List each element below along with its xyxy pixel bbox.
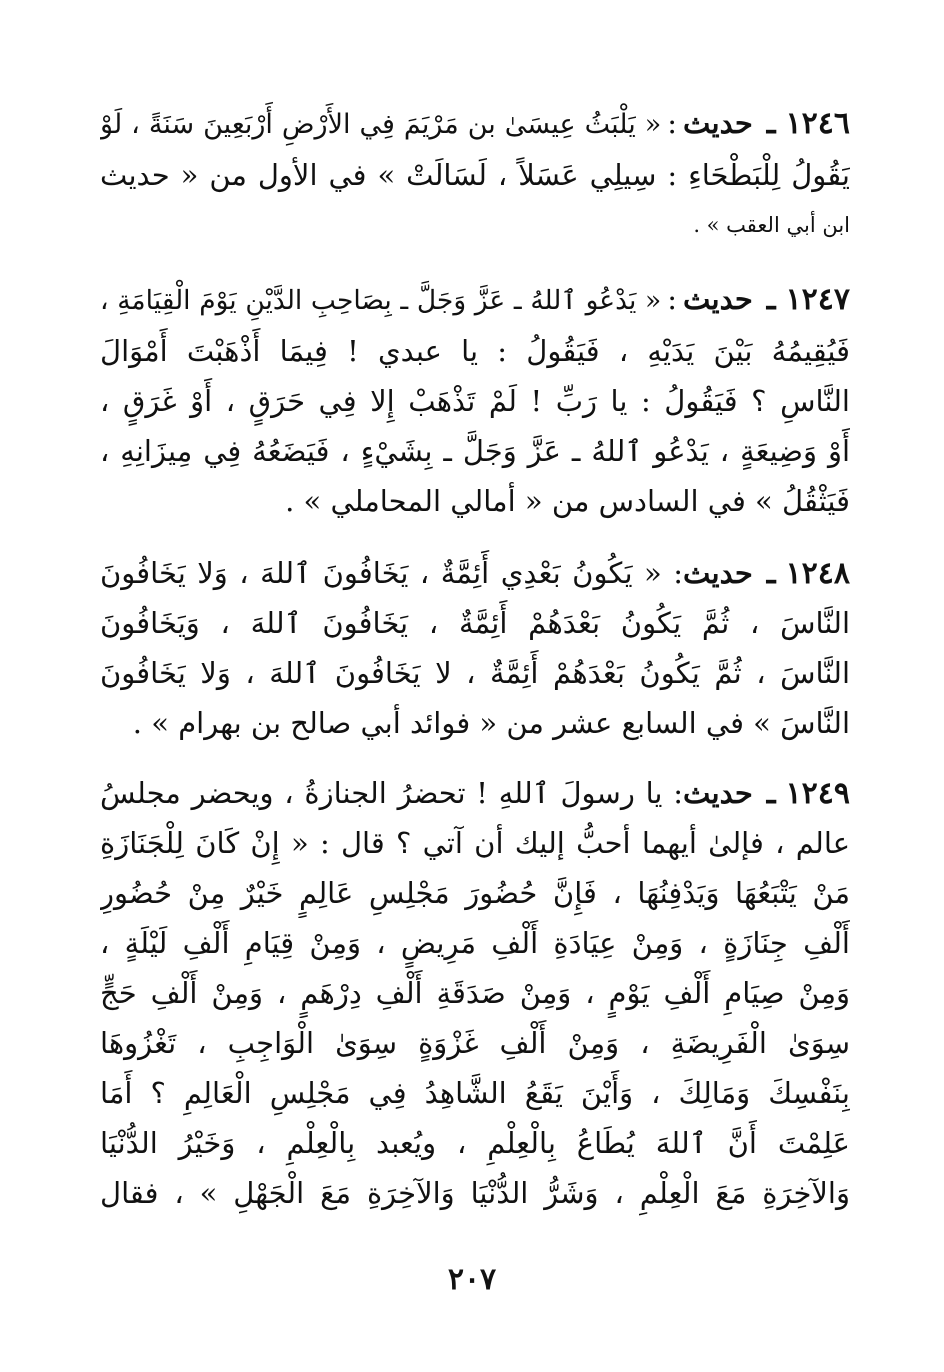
hadith-entry-1246 — [100, 100, 850, 250]
entry-heading — [100, 100, 850, 150]
entry-text-line: أَوْ وَضِيعَةٍ ، يَدْعُو ٱللهُ ـ عَزَّ وَجَلَّ ـ بِشَيْءٍ ، فَيَضَعُهُ فِي مِيزَانِهِ ، — [100, 434, 850, 468]
entry-text-line: وَالآخِرَةِ مَعَ الْعِلْمِ ، وَشَرُّ الدُّنْيَا وَالآخِرَةِ مَعَ الْجَهْلِ » ، فقال — [100, 1176, 850, 1210]
entry-text-line: عالم ، فإلىٰ أيهما أحبُّ إليك أن آتي ؟ قال : « إِنْ كَانَ لِلْجَنَازَةِ — [100, 826, 850, 860]
entry-text-line: النَّاسَ ، ثُمَّ يَكُونُ بَعْدَهُمْ أَئِمَّةٌ ، يَخَافُونَ ٱللهَ ، وَيَخَافُونَ — [100, 606, 850, 640]
page-number: ٢٠٧ — [447, 1262, 497, 1297]
entry-text-line: « يَلْبَثُ عِيسَىٰ بن مَرْيَمَ فِي الأَرْضِ أَرْبَعِينَ سَنَةً ، لَوْ — [100, 109, 662, 140]
entry-text-line: : يا رسولَ ٱللهِ ! تحضرُ الجنازةُ ، ويحضر مجلسُ — [100, 776, 684, 810]
entry-text-line: « يَدْعُو ٱللهُ ـ عَزَّ وَجَلَّ ـ بِصَاحِبِ الدَّيْنِ يَوْمَ الْقِيَامَةِ ، — [100, 285, 662, 316]
entry-number: ١٢٤٦ — [785, 106, 850, 141]
entry-text-line: سِوَىٰ الْفَرِيضَةِ ، وَمِنْ أَلْفِ غَزْوَةٍ سِوَىٰ الْوَاجِبِ ، تَغْزُوهَا — [100, 1026, 850, 1060]
colon-separator: : — [667, 282, 678, 316]
entry-source-line: فَيَثْقُلُ » في السادس من « أمالي المحاملي » . — [285, 484, 850, 518]
entry-heading — [100, 276, 850, 326]
dash-separator: ـ — [766, 556, 776, 591]
hadith-entry-1247 — [100, 276, 850, 526]
entry-source-line: ابن أبي العقب » . — [693, 213, 850, 237]
entry-text-line: أَلْفِ جِنَازَةٍ ، وَمِنْ عِيَادَةِ أَلْفِ مَرِيضٍ ، وَمِنْ قِيَامِ أَلْفِ لَيْلَةٍ ، — [100, 926, 850, 960]
dash-separator: ـ — [766, 776, 776, 811]
entry-text-line: فَيُقِيمُهُ بَيْنَ يَدَيْهِ ، فَيَقُولُ : يا عبدي ! فِيمَا أَذْهَبْتَ أَمْوَالَ — [100, 334, 850, 368]
entry-label: حديث — [683, 282, 753, 316]
entry-label: حديث — [683, 776, 753, 810]
colon-separator: : — [667, 106, 678, 140]
entry-heading — [100, 768, 850, 818]
entry-heading — [100, 548, 850, 598]
entry-text-line: مَنْ يَتْبَعُهَا وَيَدْفِنُهَا ، فَإِنَّ حُضُورَ مَجْلِسِ عَالِمٍ خَيْرٌ مِنْ حُضُورِ — [100, 876, 850, 910]
dash-separator: ـ — [766, 106, 776, 141]
entry-label: حديث — [683, 106, 753, 140]
hadith-entry-1248 — [100, 548, 850, 748]
entry-text-line: وَمِنْ صِيَامِ أَلْفِ يَوْمٍ ، وَمِنْ صَدَقَةِ أَلْفِ دِرْهَمٍ ، وَمِنْ أَلْفِ حَجٍّ — [100, 976, 850, 1010]
entry-number: ١٢٤٨ — [785, 556, 850, 591]
entry-text-line: بِنَفْسِكَ وَمَالِكَ ، وَأَيْنَ يَقَعُ الشَّاهِدُ فِي مَجْلِسِ الْعَالِمِ ؟ أَمَا — [100, 1076, 850, 1110]
entry-number: ١٢٤٩ — [785, 776, 850, 811]
entry-number: ١٢٤٧ — [785, 282, 850, 317]
entry-text-line: عَلِمْتَ أَنَّ ٱللهَ يُطَاعُ بِالْعِلْمِ ، ويُعبد بِالْعِلْمِ ، وَخَيْرُ الدُّنْيَا — [100, 1126, 850, 1160]
entry-source-line: النَّاسَ » في السابع عشر من « فوائد أبي صالح بن بهرام » . — [132, 706, 850, 740]
entry-text-line: : « يَكُونُ بَعْدِي أَئِمَّةٌ ، يَخَافُونَ ٱللهَ ، وَلا يَخَافُونَ — [100, 556, 684, 590]
entry-label: حديث — [683, 556, 753, 590]
entry-text-line: النَّاسِ ؟ فَيَقُولُ : يا رَبِّ ! لَمْ تَذْهَبْ إِلا فِي حَرَقٍ ، أَوْ غَرَقٍ ، — [100, 384, 850, 418]
entry-text-line: يَقُولُ لِلْبَطْحَاءِ : سِيلِي عَسَلاً ، لَسَالَتْ » في الأول من « حديث — [100, 158, 850, 192]
dash-separator: ـ — [766, 282, 776, 317]
entry-text-line: النَّاسَ ، ثُمَّ يَكُونُ بَعْدَهُمْ أَئِمَّةٌ ، لا يَخَافُونَ ٱللهَ ، وَلا يَخَافُونَ — [100, 656, 850, 690]
hadith-entry-1249 — [100, 768, 850, 1218]
